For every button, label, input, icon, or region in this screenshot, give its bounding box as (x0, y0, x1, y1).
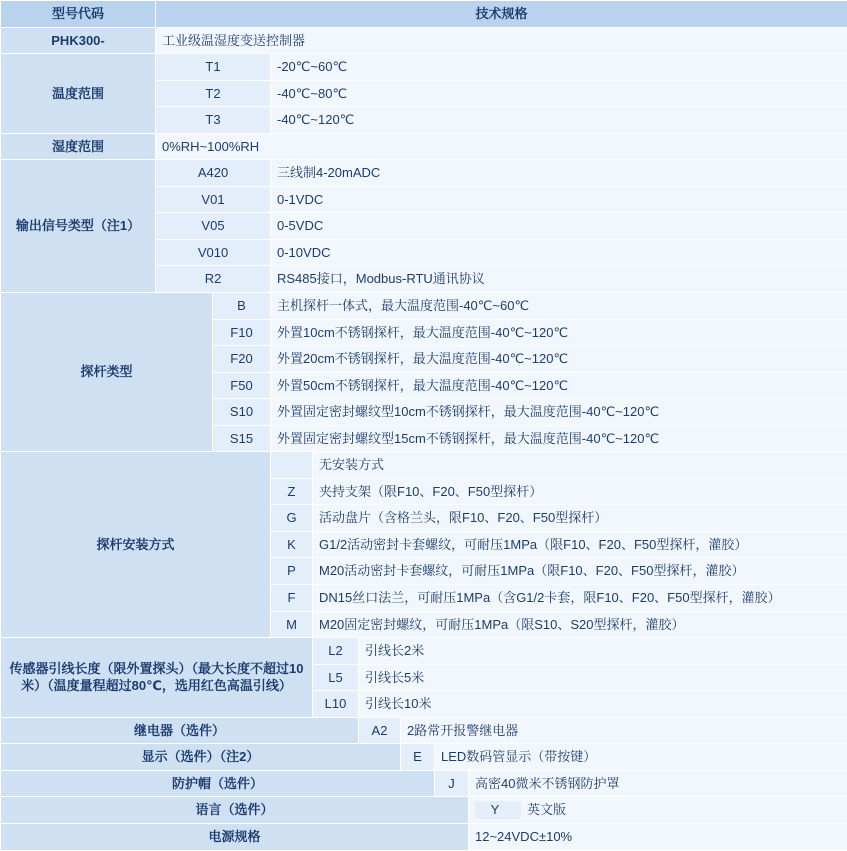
option-description: G1/2活动密封卡套螺纹，可耐压1MPa（限F10、F20、F50型探杆，灌胶） (313, 531, 847, 558)
option-code: Z (271, 478, 313, 505)
option-code: T1 (156, 54, 271, 81)
option-code: G (271, 505, 313, 532)
header-model-code: 型号代码 (1, 1, 156, 28)
table-row (1, 717, 847, 744)
option-code: T2 (156, 80, 271, 107)
option-description: 0-5VDC (271, 213, 847, 240)
option-description: DN15丝口法兰，可耐压1MPa（含G1/2卡套，限F10、F20、F50型探杆，灌胶） (313, 585, 847, 612)
option-description: 外置50cm不锈钢探杆，最大温度范围-40℃~120℃ (271, 372, 847, 399)
option-code: M (271, 611, 313, 638)
option-code: V01 (156, 186, 271, 213)
section-label-temperature-range: 温度范围 (1, 54, 156, 134)
option-code: F50 (213, 372, 271, 399)
table-row (1, 133, 847, 160)
table-header-row (1, 1, 847, 28)
header-tech-spec: 技术规格 (156, 1, 847, 28)
option-code: A420 (156, 160, 271, 187)
section-label-probe-type: 探杆类型 (1, 293, 213, 452)
option-description: -40℃~120℃ (271, 107, 847, 134)
option-description: -20℃~60℃ (271, 54, 847, 81)
option-description: LED数码管显示（带按键） (435, 744, 847, 771)
model-description: 工业级温湿度变送控制器 (156, 27, 847, 54)
table-row (1, 638, 847, 665)
option-code: S15 (213, 425, 271, 452)
option-description: 外置20cm不锈钢探杆，最大温度范围-40℃~120℃ (271, 346, 847, 373)
section-label-output-signal-type: 输出信号类型（注1） (1, 160, 156, 293)
section-label-display: 显示（选件）（注2） (1, 744, 401, 771)
option-code: L2 (313, 638, 359, 665)
option-code: J (435, 770, 469, 797)
option-description: M20活动密封卡套螺纹，可耐压1MPa（限F10、F20、F50型探杆，灌胶） (313, 558, 847, 585)
section-label-relay: 继电器（选件） (1, 717, 359, 744)
table-row (1, 452, 847, 479)
option-code (271, 452, 313, 479)
option-description: RS485接口，Modbus-RTU通讯协议 (271, 266, 847, 293)
option-description: 外置10cm不锈钢探杆，最大温度范围-40℃~120℃ (271, 319, 847, 346)
option-description: 主机探杆一体式，最大温度范围-40℃~60℃ (271, 293, 847, 320)
option-code: Y (475, 801, 521, 819)
option-description: 三线制4-20mADC (271, 160, 847, 187)
option-code: K (271, 531, 313, 558)
option-code: L10 (313, 691, 359, 718)
option-code: P (271, 558, 313, 585)
option-description: 外置固定密封螺纹型15cm不锈钢探杆，最大温度范围-40℃~120℃ (271, 425, 847, 452)
option-description: 引线长5米 (359, 664, 847, 691)
option-description: 夹持支架（限F10、F20、F50型探杆） (313, 478, 847, 505)
table-row (1, 770, 847, 797)
option-description: 外置固定密封螺纹型10cm不锈钢探杆，最大温度范围-40℃~120℃ (271, 399, 847, 426)
option-code: E (401, 744, 435, 771)
option-description: 活动盘片（含格兰头，限F10、F20、F50型探杆） (313, 505, 847, 532)
option-description: M20固定密封螺纹，可耐压1MPa（限S10、S20型探杆，灌胶） (313, 611, 847, 638)
option-code: V010 (156, 239, 271, 266)
option-description: 无安装方式 (313, 452, 847, 479)
option-code: F10 (213, 319, 271, 346)
option-description: 0%RH~100%RH (156, 133, 847, 160)
option-description: -40℃~80℃ (271, 80, 847, 107)
option-description: 0-1VDC (271, 186, 847, 213)
option-description: 高密40微米不锈钢防护罩 (469, 770, 847, 797)
model-code-value: PHK300- (1, 27, 156, 54)
option-code: S10 (213, 399, 271, 426)
option-code: R2 (156, 266, 271, 293)
section-label-protective-cap: 防护帽（选件） (1, 770, 435, 797)
table-row (1, 293, 847, 320)
option-code: T3 (156, 107, 271, 134)
option-description: 引线长2米 (359, 638, 847, 665)
option-code: A2 (359, 717, 401, 744)
language-option-cell (469, 797, 847, 824)
section-label-power-spec: 电源规格 (1, 823, 469, 850)
option-code: L5 (313, 664, 359, 691)
section-label-humidity-range: 湿度范围 (1, 133, 156, 160)
option-description: 2路常开报警继电器 (401, 717, 847, 744)
option-code: F20 (213, 346, 271, 373)
option-description: 英文版 (521, 801, 841, 819)
option-description: 引线长10米 (359, 691, 847, 718)
table-row (1, 27, 847, 54)
section-label-language: 语言（选件） (1, 797, 469, 824)
power-spec-value: 12~24VDC±10% (469, 823, 847, 850)
section-label-probe-mounting: 探杆安装方式 (1, 452, 271, 638)
section-label-sensor-cable-length: 传感器引线长度（限外置探头）（最大长度不超过10米）（温度量程超过80℃，选用红色高温引线） (1, 638, 313, 718)
option-code: F (271, 585, 313, 612)
option-description: 0-10VDC (271, 239, 847, 266)
option-code: B (213, 293, 271, 320)
option-code: V05 (156, 213, 271, 240)
table-row (1, 797, 847, 824)
table-row (1, 823, 847, 850)
table-row (1, 54, 847, 81)
table-row (1, 160, 847, 187)
